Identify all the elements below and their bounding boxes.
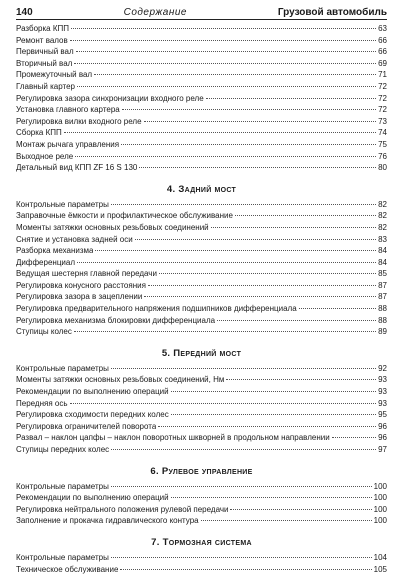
toc-entry-page: 76 xyxy=(378,151,387,161)
toc-entry[interactable] xyxy=(16,23,387,35)
toc-list xyxy=(16,363,387,456)
toc-entry-page: 75 xyxy=(378,139,387,149)
toc-entry[interactable] xyxy=(16,432,387,444)
toc-entry-page: 97 xyxy=(378,445,387,454)
toc-entry[interactable] xyxy=(16,81,387,93)
toc-entry[interactable] xyxy=(16,398,387,410)
leader-dots xyxy=(158,426,376,427)
section-heading[interactable]: 5. Передний мост xyxy=(161,347,242,359)
toc-entry[interactable] xyxy=(16,58,387,70)
leader-dots xyxy=(77,86,376,87)
toc-entry[interactable] xyxy=(16,444,387,456)
toc-entry-page: 66 xyxy=(378,47,387,57)
toc-entry[interactable] xyxy=(16,151,387,163)
leader-dots xyxy=(159,273,376,274)
leader-dots xyxy=(121,144,376,145)
toc-entry-page: 84 xyxy=(378,246,387,256)
toc-entry-title: Выходное реле xyxy=(16,151,74,161)
toc-entry-title: Передняя ось xyxy=(16,398,68,408)
toc-entry-title: Заправочные ёмкости и профилактическое обслуживание xyxy=(16,211,233,221)
leader-dots xyxy=(171,497,372,498)
leader-dots xyxy=(64,132,376,133)
leader-dots xyxy=(74,63,376,64)
leader-dots xyxy=(332,437,376,438)
leader-dots xyxy=(111,204,376,205)
toc-entry-page: 66 xyxy=(378,35,387,45)
leader-dots xyxy=(75,156,376,157)
toc-entry[interactable] xyxy=(16,139,387,151)
toc-entry-page: 88 xyxy=(378,304,387,314)
toc-entry-title: Рекомендации по выполнению операций xyxy=(16,493,169,503)
toc-entry-title: Регулировка нейтрального положения рулевой передачи xyxy=(16,504,229,514)
toc-entry-title: Ремонт валов xyxy=(16,35,68,45)
leader-dots xyxy=(94,74,376,75)
toc-entry[interactable] xyxy=(16,210,387,222)
toc-entry-title: Регулировка зазора синхронизации входного реле xyxy=(16,93,204,103)
toc-entry-page: 88 xyxy=(378,315,387,325)
toc-entry[interactable] xyxy=(16,245,387,257)
leader-dots xyxy=(70,40,376,41)
toc-entry-title: Установка главного картера xyxy=(16,105,120,115)
toc-entry-page: 83 xyxy=(378,234,387,244)
toc-entry-title: Регулировка зазора в зацеплении xyxy=(16,292,143,302)
toc-list xyxy=(16,552,387,575)
section-heading[interactable]: 7. Тормозная система xyxy=(151,536,252,548)
leader-dots xyxy=(120,569,371,570)
toc-entry[interactable] xyxy=(16,93,387,105)
page-number: 140 xyxy=(16,7,33,18)
toc-entry-page: 100 xyxy=(373,493,387,503)
toc-entry-page: 73 xyxy=(378,116,387,126)
toc-entry[interactable] xyxy=(16,481,387,493)
toc-entry-page: 100 xyxy=(373,481,387,491)
toc-entry[interactable] xyxy=(16,35,387,47)
toc-entry-title: Снятие и установка задней оси xyxy=(16,234,133,244)
leader-dots xyxy=(226,379,376,380)
toc-entry-page: 63 xyxy=(378,24,387,33)
toc-entry-title: Регулировка предварительного напряжения подшипников дифференциала xyxy=(16,304,297,314)
leader-dots xyxy=(70,403,377,404)
leader-dots xyxy=(235,215,376,216)
leader-dots xyxy=(171,391,376,392)
toc-entry-title: Регулировка вилки входного реле xyxy=(16,116,142,126)
toc-entry-page: 84 xyxy=(378,257,387,267)
leader-dots xyxy=(139,167,376,168)
toc-entry-title: Промежуточный вал xyxy=(16,70,93,80)
leader-dots xyxy=(211,227,376,228)
leader-dots xyxy=(144,121,377,122)
toc-section xyxy=(16,537,387,575)
toc-entry[interactable] xyxy=(16,234,387,246)
toc-entry-title: Главный картер xyxy=(16,81,75,91)
toc-entry-page: 92 xyxy=(378,363,387,373)
toc-entry[interactable] xyxy=(16,315,387,327)
toc-entry-title: Ступицы передних колес xyxy=(16,445,110,454)
toc-entry[interactable] xyxy=(16,162,387,174)
running-title: Содержание xyxy=(123,7,187,18)
toc-entry[interactable] xyxy=(16,421,387,433)
book-title: Грузовой автомобиль xyxy=(277,7,387,18)
toc-entry-page: 82 xyxy=(378,199,387,209)
toc-entry-page: 93 xyxy=(378,375,387,385)
toc-entry-page: 100 xyxy=(373,516,387,526)
toc-entry-page: 85 xyxy=(378,269,387,279)
toc-entry-title: Первичный вал xyxy=(16,47,74,57)
leader-dots xyxy=(74,331,376,332)
toc-entry-title: Ведущая шестерня главной передачи xyxy=(16,269,157,279)
toc-list xyxy=(16,199,387,338)
toc-list xyxy=(16,481,387,527)
toc-entry[interactable] xyxy=(16,116,387,128)
toc-entry[interactable] xyxy=(16,199,387,211)
toc-entry-title: Регулировка конусного расстояния xyxy=(16,280,146,290)
toc-entry-title: Регулировка ограничителей поворота xyxy=(16,421,157,431)
toc-entry-title: Рекомендации по выполнению операций xyxy=(16,387,169,397)
toc-entry-page: 72 xyxy=(378,81,387,91)
toc-entry-page: 95 xyxy=(378,410,387,420)
leader-dots xyxy=(76,51,376,52)
toc-entry-page: 74 xyxy=(378,128,387,138)
toc-entry[interactable] xyxy=(16,268,387,280)
toc-entry[interactable] xyxy=(16,257,387,269)
toc-entry[interactable] xyxy=(16,303,387,315)
leader-dots xyxy=(122,109,376,110)
toc-entry[interactable] xyxy=(16,326,387,338)
toc-entry-title: Монтаж рычага управления xyxy=(16,139,120,149)
toc-entry-page: 93 xyxy=(378,387,387,397)
toc-entry-title: Вторичный вал xyxy=(16,58,73,68)
section-heading[interactable]: 6. Рулевое управление xyxy=(150,465,253,477)
page-header xyxy=(16,0,387,20)
leader-dots xyxy=(111,486,372,487)
toc-entry[interactable] xyxy=(16,363,387,375)
toc-entry[interactable] xyxy=(16,127,387,139)
leader-dots xyxy=(148,285,376,286)
toc-sections xyxy=(16,184,387,575)
leader-dots xyxy=(71,28,376,29)
toc-entry[interactable] xyxy=(16,222,387,234)
toc-entry-title: Контрольные параметры xyxy=(16,481,109,491)
toc-entry-title: Регулировка сходимости передних колес xyxy=(16,410,169,420)
toc-entry[interactable] xyxy=(16,552,387,564)
toc-entry-page: 105 xyxy=(373,564,387,574)
leader-dots xyxy=(230,509,371,510)
toc-entry-title: Контрольные параметры xyxy=(16,363,109,373)
leader-dots xyxy=(201,520,372,521)
toc-entry-title: Контрольные параметры xyxy=(16,552,109,562)
toc-entry-title: Сборка КПП xyxy=(16,128,62,138)
toc-entry-title: Моменты затяжки основных резьбовых соединений xyxy=(16,222,209,232)
toc-entry-page: 72 xyxy=(378,93,387,103)
leader-dots xyxy=(299,308,376,309)
toc-entry-title: Регулировка механизма блокировки дифференциала xyxy=(16,315,216,325)
toc-entry[interactable] xyxy=(16,504,387,516)
toc-entry-title: Техническое обслуживание xyxy=(16,564,119,574)
toc-entry-title: Разборка КПП xyxy=(16,24,69,33)
toc-entry[interactable] xyxy=(16,564,387,575)
leader-dots xyxy=(111,449,376,450)
toc-entry-title: Разборка механизма xyxy=(16,246,94,256)
leader-dots xyxy=(135,239,376,240)
toc-entry-title: Контрольные параметры xyxy=(16,199,109,209)
leader-dots xyxy=(77,262,376,263)
toc-entry-page: 87 xyxy=(378,292,387,302)
toc-entry-page: 93 xyxy=(378,398,387,408)
toc-section xyxy=(16,466,387,527)
toc-entry-title: Развал – наклон цапфы – наклон поворотных шкворней в продольном направлении xyxy=(16,433,330,443)
toc-entry-title: Ступицы колес xyxy=(16,327,72,337)
toc-entry-page: 80 xyxy=(378,163,387,173)
toc-entry[interactable] xyxy=(16,374,387,386)
toc-entry-page: 100 xyxy=(373,504,387,514)
leader-dots xyxy=(144,296,376,297)
toc-entry[interactable] xyxy=(16,409,387,421)
toc-entry-title: Детальный вид КПП ZF 16 S 130 xyxy=(16,163,138,173)
toc-entry-page: 87 xyxy=(378,280,387,290)
toc-entry[interactable] xyxy=(16,492,387,504)
toc-entry[interactable] xyxy=(16,69,387,81)
toc-entry-title: Дифференциал xyxy=(16,257,75,267)
toc-entry-page: 104 xyxy=(373,552,387,562)
toc-list-intro xyxy=(16,23,387,174)
leader-dots xyxy=(217,320,376,321)
toc-entry-page: 89 xyxy=(378,327,387,337)
toc-entry-page: 69 xyxy=(378,58,387,68)
toc-section xyxy=(16,184,387,338)
toc-entry-title: Заполнение и прокачка гидравлического контура xyxy=(16,516,199,526)
toc-entry-title: Моменты затяжки основных резьбовых соединений, Нм xyxy=(16,375,225,385)
leader-dots xyxy=(95,250,376,251)
toc-entry-page: 96 xyxy=(378,433,387,443)
toc-entry[interactable] xyxy=(16,386,387,398)
toc-entry[interactable] xyxy=(16,280,387,292)
section-heading[interactable]: 4. Задний мост xyxy=(166,183,237,195)
toc-entry[interactable] xyxy=(16,104,387,116)
toc-entry-page: 82 xyxy=(378,211,387,221)
toc-entry[interactable] xyxy=(16,46,387,58)
leader-dots xyxy=(111,557,372,558)
leader-dots xyxy=(206,98,376,99)
toc-entry-page: 71 xyxy=(378,70,387,80)
toc-entry[interactable] xyxy=(16,515,387,527)
toc-entry[interactable] xyxy=(16,291,387,303)
leader-dots xyxy=(171,414,376,415)
toc-entry-page: 96 xyxy=(378,421,387,431)
toc-entry-page: 82 xyxy=(378,222,387,232)
toc-section xyxy=(16,348,387,456)
toc-entry-page: 72 xyxy=(378,105,387,115)
leader-dots xyxy=(111,368,376,369)
